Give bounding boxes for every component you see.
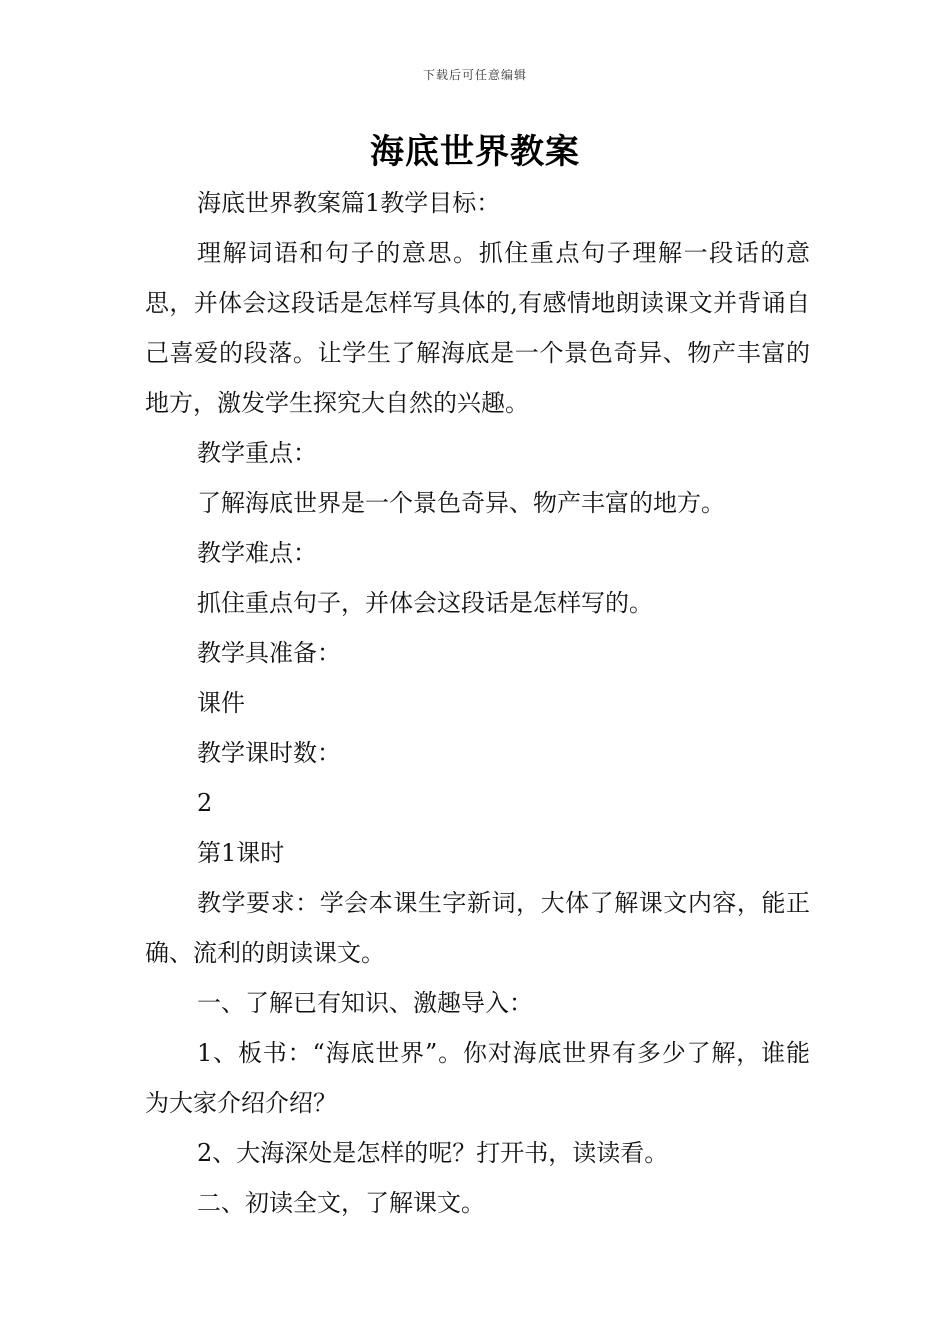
paragraph-objectives: 理解词语和句子的意思。抓住重点句子理解一段话的意思，并体会这段话是怎样写具体的,有感情地朗读课文并背诵自己喜爱的段落。让学生了解海底是一个景色奇异、物产丰富的地方，激发学生探究大自然的兴趣。 [145, 239, 810, 417]
paragraph-hours: 2 [197, 789, 213, 817]
document-title: 海底世界教案 [370, 132, 580, 172]
paragraph-key-points-heading: 教学重点： [197, 439, 317, 467]
paragraph-lesson-1: 第1课时 [197, 839, 285, 867]
paragraph-section-1: 一、了解已有知识、激趣导入： [197, 989, 533, 1017]
paragraph-hours-heading: 教学课时数： [197, 739, 341, 767]
paragraph-difficulties-heading: 教学难点： [197, 539, 317, 567]
paragraph-materials: 课件 [197, 689, 245, 717]
paragraph-key-points: 了解海底世界是一个景色奇异、物产丰富的地方。 [197, 489, 725, 517]
paragraph-requirements: 教学要求：学会本课生字新词，大体了解课文内容，能正确、流利的朗读课文。 [145, 889, 810, 967]
paragraph-step-2: 2、大海深处是怎样的呢？打开书，读读看。 [197, 1139, 669, 1167]
paragraph-objectives-heading: 海底世界教案篇1教学目标： [197, 189, 501, 217]
paragraph-step-1: 1、板书：“海底世界”。你对海底世界有多少了解，谁能为大家介绍介绍？ [145, 1039, 810, 1117]
paragraph-difficulties: 抓住重点句子，并体会这段话是怎样写的。 [197, 589, 653, 617]
paragraph-materials-heading: 教学具准备： [197, 639, 341, 667]
paragraph-section-2: 二、初读全文，了解课文。 [197, 1189, 485, 1217]
document-body [145, 178, 810, 1228]
header-note: 下载后可任意编辑 [422, 68, 527, 82]
